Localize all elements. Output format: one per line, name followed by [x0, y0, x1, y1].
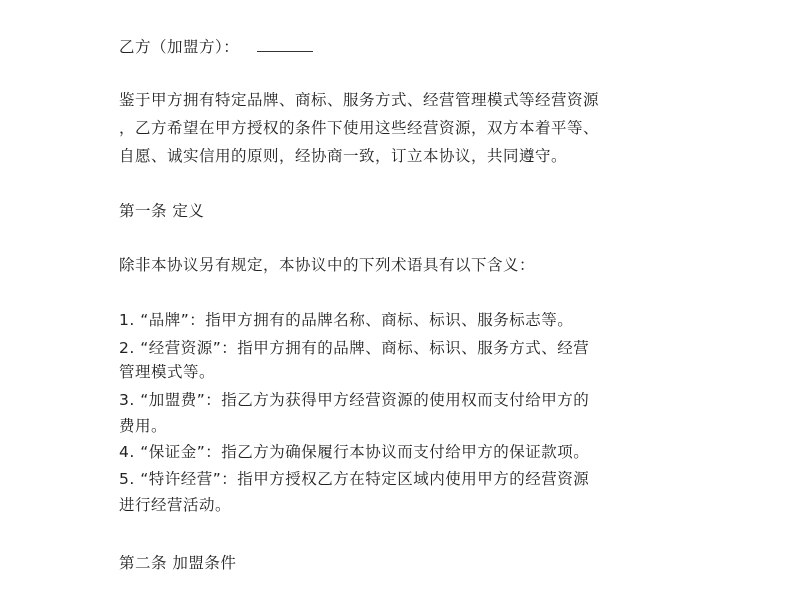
definition-line: 3. “加盟费”：指乙方为获得甲方经营资源的使用权而支付给甲方的	[119, 391, 590, 409]
party-b-blank	[257, 37, 313, 52]
definition-line: 管理模式等。	[119, 363, 216, 381]
preamble-line: ，乙方希望在甲方授权的条件下使用这些经营资源，双方本着平等、	[119, 119, 600, 137]
definition-line: 进行经营活动。	[119, 496, 232, 514]
preamble-line: 自愿、诚实信用的原则，经协商一致，订立本协议，共同遵守。	[119, 147, 568, 165]
article-1-heading: 第一条 定义	[119, 202, 205, 220]
preamble-line: 鉴于甲方拥有特定品牌、商标、服务方式、经营管理模式等经营资源	[119, 91, 600, 109]
definition-line: 5. “特许经营”：指甲方授权乙方在特定区域内使用甲方的经营资源	[119, 470, 590, 488]
article-2-heading: 第二条 加盟条件	[119, 554, 237, 572]
article-1-intro: 除非本协议另有规定，本协议中的下列术语具有以下含义：	[119, 256, 536, 274]
party-b-line	[119, 37, 313, 57]
party-b-label: 乙方（加盟方）：	[119, 38, 240, 56]
definition-line: 4. “保证金”：指乙方为确保履行本协议而支付给甲方的保证款项。	[119, 443, 590, 461]
definition-line: 2. “经营资源”：指甲方拥有的品牌、商标、标识、服务方式、经营	[119, 339, 590, 357]
definition-line: 1. “品牌”：指甲方拥有的品牌名称、商标、标识、服务标志等。	[119, 311, 574, 329]
definition-line: 费用。	[119, 417, 168, 435]
